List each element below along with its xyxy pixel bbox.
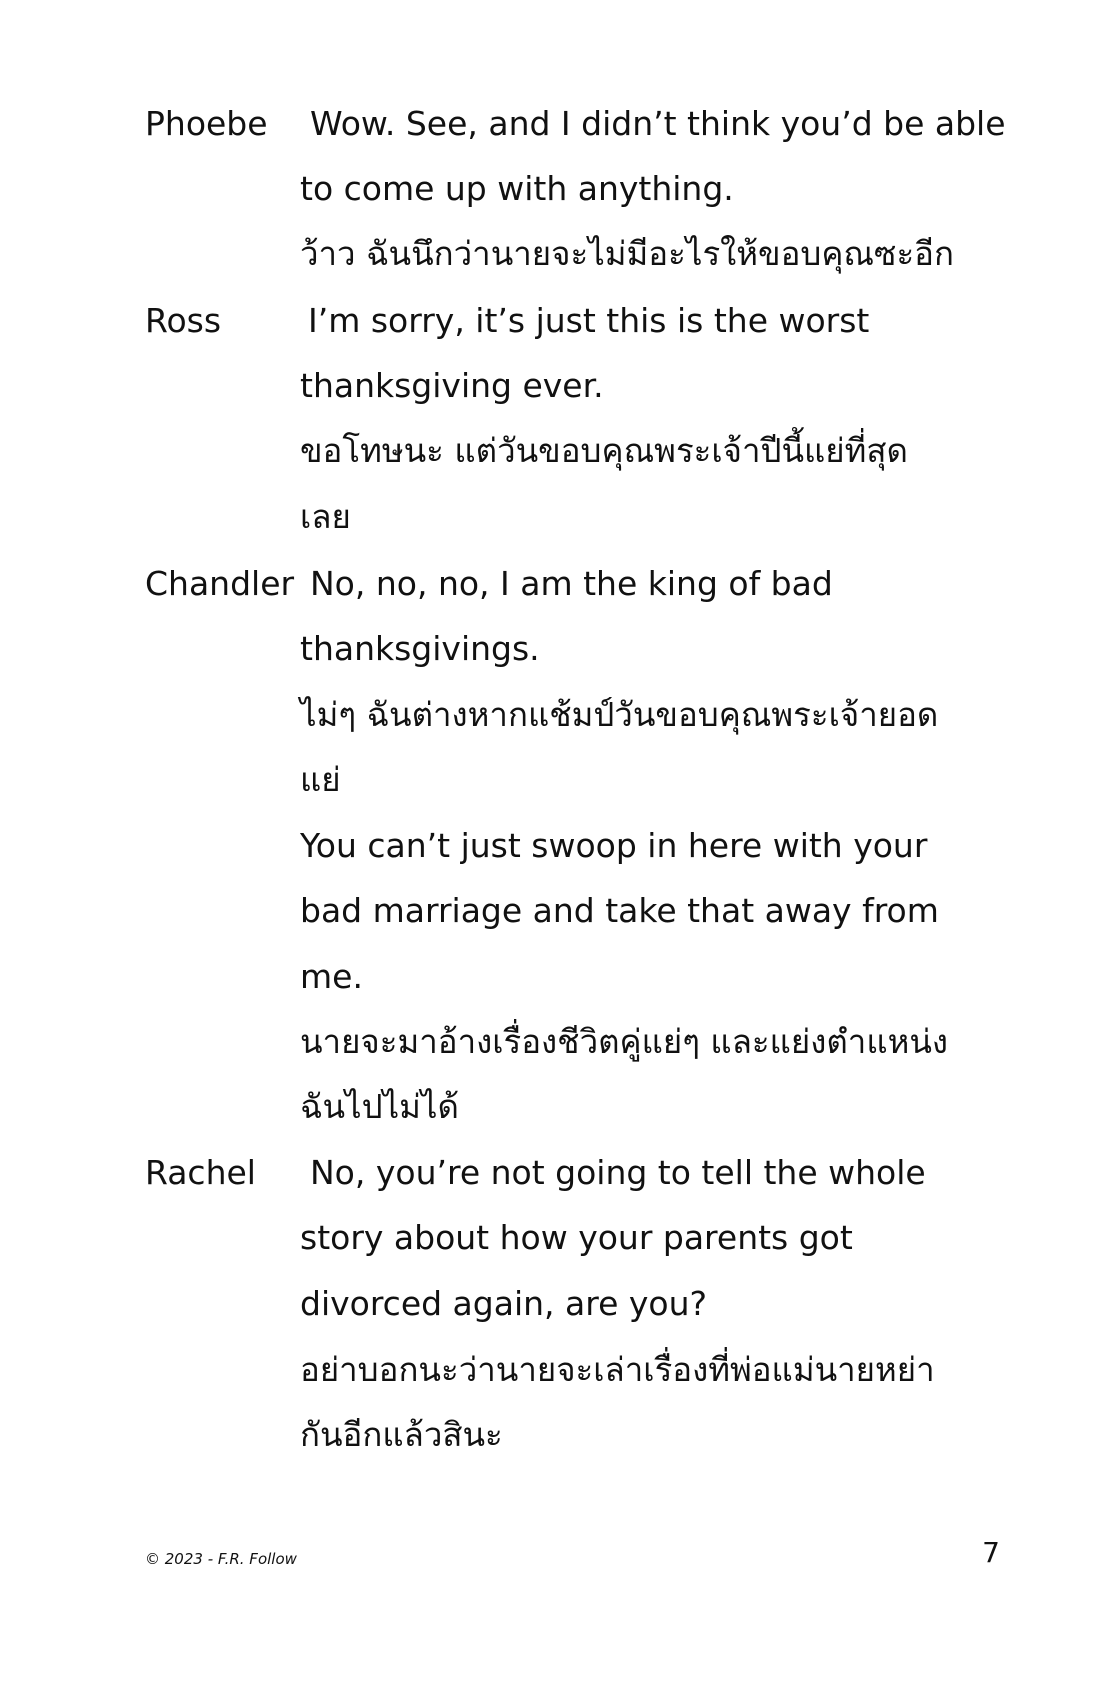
dialogue-line-thai: ขอโทษนะ แต่วันขอบคุณพระเจ้าปีนี้แย่ที่สุด xyxy=(300,431,908,470)
dialogue-line: I’m sorry, it’s just this is the worst xyxy=(308,301,870,340)
dialogue-line-thai: แย่ xyxy=(300,760,341,799)
dialogue-line: No, you’re not going to tell the whole xyxy=(310,1153,926,1192)
dialogue-line: divorced again, are you? xyxy=(300,1284,708,1323)
speaker-name-phoebe: Phoebe xyxy=(145,104,268,143)
dialogue-line: me. xyxy=(300,957,363,996)
dialogue-line: You can’t just swoop in here with your xyxy=(300,826,928,865)
dialogue-line: No, no, no, I am the king of bad xyxy=(310,564,833,603)
dialogue-line: thanksgiving ever. xyxy=(300,366,604,405)
speaker-name-ross: Ross xyxy=(145,301,222,340)
dialogue-line: story about how your parents got xyxy=(300,1218,853,1257)
dialogue-line-thai: ฉันไปไม่ได้ xyxy=(300,1087,459,1126)
dialogue-line-thai: เลย xyxy=(300,497,351,536)
speaker-name-rachel: Rachel xyxy=(145,1153,256,1192)
dialogue-line: to come up with anything. xyxy=(300,169,734,208)
speaker-name-chandler: Chandler xyxy=(145,564,295,603)
dialogue-line: thanksgivings. xyxy=(300,629,540,668)
dialogue-line-thai: ไม่ๆ ฉันต่างหากแช้มป์วันขอบคุณพระเจ้ายอด xyxy=(300,695,939,734)
page-number: 7 xyxy=(982,1536,1000,1569)
dialogue-line-thai: อย่าบอกนะว่านายจะเล่าเรื่องที่พ่อแม่นายหย่า xyxy=(300,1350,935,1389)
copyright-notice: © 2023 - F.R. Follow xyxy=(145,1550,297,1568)
dialogue-line: bad marriage and take that away from xyxy=(300,891,939,930)
dialogue-line-thai: นายจะมาอ้างเรื่องชีวิตคู่แย่ๆ และแย่งตำแหน่ง xyxy=(300,1022,949,1061)
dialogue-line: Wow. See, and I didn’t think you’d be able xyxy=(310,104,1006,143)
dialogue-line-thai: ว้าว ฉันนึกว่านายจะไม่มีอะไรให้ขอบคุณซะอีก xyxy=(300,234,954,273)
dialogue-line-thai: กันอีกแล้วสินะ xyxy=(300,1415,503,1454)
